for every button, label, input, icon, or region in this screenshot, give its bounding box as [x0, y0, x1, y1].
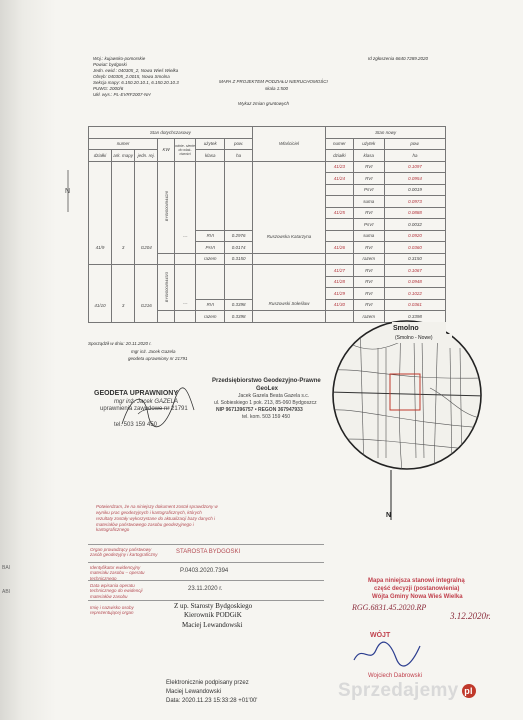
watermark-text: Sprzedajemy: [338, 680, 459, 701]
new-klasa: RVI: [353, 299, 385, 311]
old-uzytek-b: RVI: [196, 299, 225, 311]
owner-a: Ruszowska Katarzyna: [252, 161, 326, 253]
registry-person-label: Imię i nazwisko osoby reprezentującej organ: [90, 605, 134, 616]
prepared-by-name: mgr inż. Jacek Gazela: [131, 349, 176, 354]
th-klasa-new: klasa: [353, 150, 385, 162]
registry-id-label: Identyfikator ewidencyjny materiału zasobu – operatu technicznego: [90, 565, 145, 581]
map-title: MAPA Z PROJEKTEM PODZIAŁU NIERUCHOMOŚCI: [219, 79, 328, 84]
header-line-7: Ukł. wys.: PL-EVRF2007-NH: [93, 92, 151, 97]
old-razem-b: 0.3398: [225, 311, 252, 323]
th-ha: ha: [225, 150, 252, 162]
new-pow: 0.0948: [385, 276, 446, 288]
new-parcel: 41/29: [326, 288, 353, 300]
old-razem-label-a: razem: [196, 253, 225, 265]
stamp-title: GEODETA UPRAWNIONY: [94, 390, 179, 397]
th-pow-new: pow.: [385, 138, 446, 150]
th-ark: ark. mapy: [112, 150, 135, 162]
new-pow: 0.0920: [385, 230, 446, 242]
th-ha-new: ha: [385, 150, 446, 162]
old-ark-b: 3: [112, 265, 135, 323]
new-pow: 0.0361: [385, 299, 446, 311]
th-kw: KW: [158, 138, 175, 161]
new-pow: 0.0032: [385, 219, 446, 231]
registry-stamp: [88, 500, 324, 630]
stamp-phone: tel. 503 159 450: [114, 422, 158, 428]
esign-line-3: Data: 2020.11.23 15:33:28 +01'00': [166, 698, 258, 704]
map-label-village: Smolno: [393, 325, 419, 332]
side-text-2: ABI: [2, 589, 11, 595]
company-line-4: ul. Sobieskiego 1 pok. 213, 85-060 Bydgoszcz: [214, 400, 317, 406]
owner-b: Ruszowski Sołeśław: [252, 265, 326, 311]
registry-intro: Potwierdzam, że na niniejszy dokument został sprawdzony w wyniku prac geodezyjnych i kartograficznych, których rezultaty zostały wykorzystane do aktualizacji bazy danych i materiałów państwowego zasobu geodezyjnego i kartograficznego: [96, 504, 218, 533]
old-pow-b: 0.3398: [225, 299, 252, 311]
th-dzialki-new: działki: [326, 150, 353, 162]
watermark-badge: pl: [462, 684, 476, 698]
decision-reference: RGG.6831.45.2020.RP: [352, 603, 427, 612]
th-numer-new: numer: [326, 138, 353, 150]
old-pow-a1: 0.2976: [225, 230, 252, 242]
new-klasa: PsVI: [353, 184, 385, 196]
th-odniesienie: odnie- sienie do właś- ciwości: [175, 138, 196, 161]
wojt-signature: [352, 640, 422, 670]
old-ark-a: 3: [112, 161, 135, 265]
new-pow: 0.3398: [385, 311, 446, 323]
new-klasa: suma: [353, 230, 385, 242]
new-parcel: 41/27: [326, 265, 353, 277]
odn-b: ---: [175, 265, 196, 311]
prepared-by: Sporządził w dniu: 20.11.2020 r.: [88, 341, 152, 346]
map-label-village-sub: (Smolno - Nowe): [395, 335, 433, 341]
th-dzialki: działki: [89, 150, 112, 162]
page-edge-shadow: [0, 0, 56, 720]
th-before: Stan dotychczasowy: [89, 127, 253, 139]
new-parcel: 41/23: [326, 161, 353, 173]
th-klasa: klasa: [196, 150, 225, 162]
registry-person-line-2: Kierownik PODGiK: [184, 611, 242, 619]
site-watermark: [338, 680, 476, 702]
new-parcel: [326, 230, 353, 242]
company-line-6: tel. kom. 503 159 450: [242, 414, 291, 420]
handwritten-signature: [118, 384, 198, 434]
location-sketch-map: [330, 318, 484, 472]
old-uzytek-a1: RVI: [196, 230, 225, 242]
new-parcel: 41/28: [326, 276, 353, 288]
new-parcel: [326, 253, 353, 265]
new-pow: 0.0888: [385, 207, 446, 219]
new-pow: 0.3150: [385, 253, 446, 265]
odn-a: ---: [175, 161, 196, 253]
prepared-by-license: geodeta uprawniony nr 21791: [128, 356, 188, 361]
registry-organ-value: STAROSTA BYDGOSKI: [176, 549, 241, 555]
new-parcel: [326, 184, 353, 196]
side-text-1: BAI: [2, 565, 11, 571]
old-parcel-a: 41/9: [89, 161, 112, 265]
new-klasa: RVI: [353, 173, 385, 185]
registry-date-label: Data wpisania operatu technicznego do ewidencji materiałów zasobu: [90, 583, 143, 599]
new-pow: 0.0360: [385, 242, 446, 254]
th-jedn: jedn. rej.: [135, 150, 158, 162]
new-parcel: [326, 196, 353, 208]
decision-stamp-line-3: Wójta Gminy Nowa Wieś Wielka: [372, 594, 463, 600]
decision-stamp-line-2: część decyzji (postanowienia): [374, 586, 460, 592]
registry-date-value: 23.11.2020 r.: [188, 586, 223, 592]
old-razem-a: 0.3150: [225, 253, 252, 265]
old-jedn-a: G204: [135, 161, 158, 265]
header-line-3: Jedn. ewid.: 040305_2, Nowa Wieś Wielka: [93, 68, 179, 73]
new-pow: 0.0954: [385, 173, 446, 185]
kw-number-b: BYB/00049443/3: [163, 271, 169, 303]
map-north-label: N: [386, 512, 392, 519]
new-parcel: 41/25: [326, 207, 353, 219]
table-caption: Wykaz zmian gruntowych: [238, 101, 290, 106]
old-parcel-b: 41/10: [89, 265, 112, 323]
esign-line-2: Maciej Lewandowski: [166, 689, 222, 695]
new-pow: 0.1097: [385, 161, 446, 173]
header-line-1: Woj.: kujawsko-pomorskie: [93, 56, 146, 61]
header-line-6: PUWG: 2000/6: [93, 86, 124, 91]
company-line-3: Jacek Gazela Beata Gazela s.c.: [238, 393, 310, 399]
header-line-2: Powiat: bydgoski: [93, 62, 127, 67]
company-line-2: GeoLex: [256, 386, 279, 392]
header-line-5: Sekcja mapy: 6.150.20.10.1, 6.150.20.10.3: [93, 80, 179, 85]
th-pow: pow.: [225, 138, 252, 150]
company-line-1: Przedsiębiorstwo Geodezyjno-Prawne: [212, 378, 321, 384]
request-id: Id zgłoszenia 6640.7289.2020: [368, 56, 429, 61]
th-uzytek-new: użytek: [353, 138, 385, 150]
new-klasa: RVI: [353, 242, 385, 254]
th-after: Stan nowy: [326, 127, 446, 139]
stamp-name: mgr inż. Jacek GAZELA: [114, 399, 179, 405]
old-jedn-b: G216: [135, 265, 158, 323]
new-parcel: 41/24: [326, 173, 353, 185]
registry-id-value: P.0403.2020.7394: [180, 568, 229, 574]
new-klasa: RVI: [353, 265, 385, 277]
new-klasa: PsVI: [353, 219, 385, 231]
company-line-5: NIP 9671396757 • REGON 367947933: [216, 407, 303, 413]
th-owner: Właściciel: [252, 127, 326, 162]
old-uzytek-a2: PsVI: [196, 242, 225, 254]
new-parcel: [326, 219, 353, 231]
new-pow: 0.0019: [385, 184, 446, 196]
land-changes-table: [88, 126, 446, 323]
th-uzytek: użytek: [196, 138, 225, 150]
stamp-license: uprawnienia zawodowe nr 21791: [100, 406, 188, 412]
new-klasa: RVI: [353, 207, 385, 219]
wojt-stamp-name: Wojciech Dabrowski: [368, 673, 422, 679]
new-pow: 0.0973: [385, 196, 446, 208]
registry-organ-label: Organ prowadzący państwowy zasób geodezyjny i kartograficzny: [90, 547, 158, 558]
new-pow: 0.1022: [385, 288, 446, 300]
new-parcel: 41/30: [326, 299, 353, 311]
th-numer: numer: [89, 138, 158, 150]
side-north-label: N: [65, 188, 71, 195]
map-scale: skala 1:500: [265, 86, 289, 91]
new-pow: 0.1067: [385, 265, 446, 277]
registry-person-line-3: Maciej Lewandowski: [182, 621, 243, 629]
registry-person-line-1: Z up. Starosty Bydgoskiego: [174, 602, 253, 610]
kw-number-a: BYB/00049442/6: [163, 191, 169, 222]
decision-stamp-line-1: Mapa niniejsza stanowi integralną: [368, 578, 465, 584]
old-razem-label-b: razem: [196, 311, 225, 323]
new-klasa: razem: [353, 311, 385, 323]
surveyor-stamp: [94, 384, 214, 454]
header-line-4: Obręb: 040305_2.0015, Nowa Smolna: [93, 74, 170, 79]
new-parcel: 41/26: [326, 242, 353, 254]
new-klasa: suma: [353, 196, 385, 208]
new-klasa: razem: [353, 253, 385, 265]
new-klasa: RVI: [353, 288, 385, 300]
old-pow-a2: 0.0174: [225, 242, 252, 254]
company-stamp: [206, 374, 336, 434]
new-klasa: RVI: [353, 276, 385, 288]
esign-line-1: Elektronicznie podpisany przez: [166, 680, 249, 686]
new-klasa: RVI: [353, 161, 385, 173]
wojt-stamp-title: WÓJT: [370, 632, 391, 639]
decision-date: 3.12.2020r.: [450, 611, 491, 621]
